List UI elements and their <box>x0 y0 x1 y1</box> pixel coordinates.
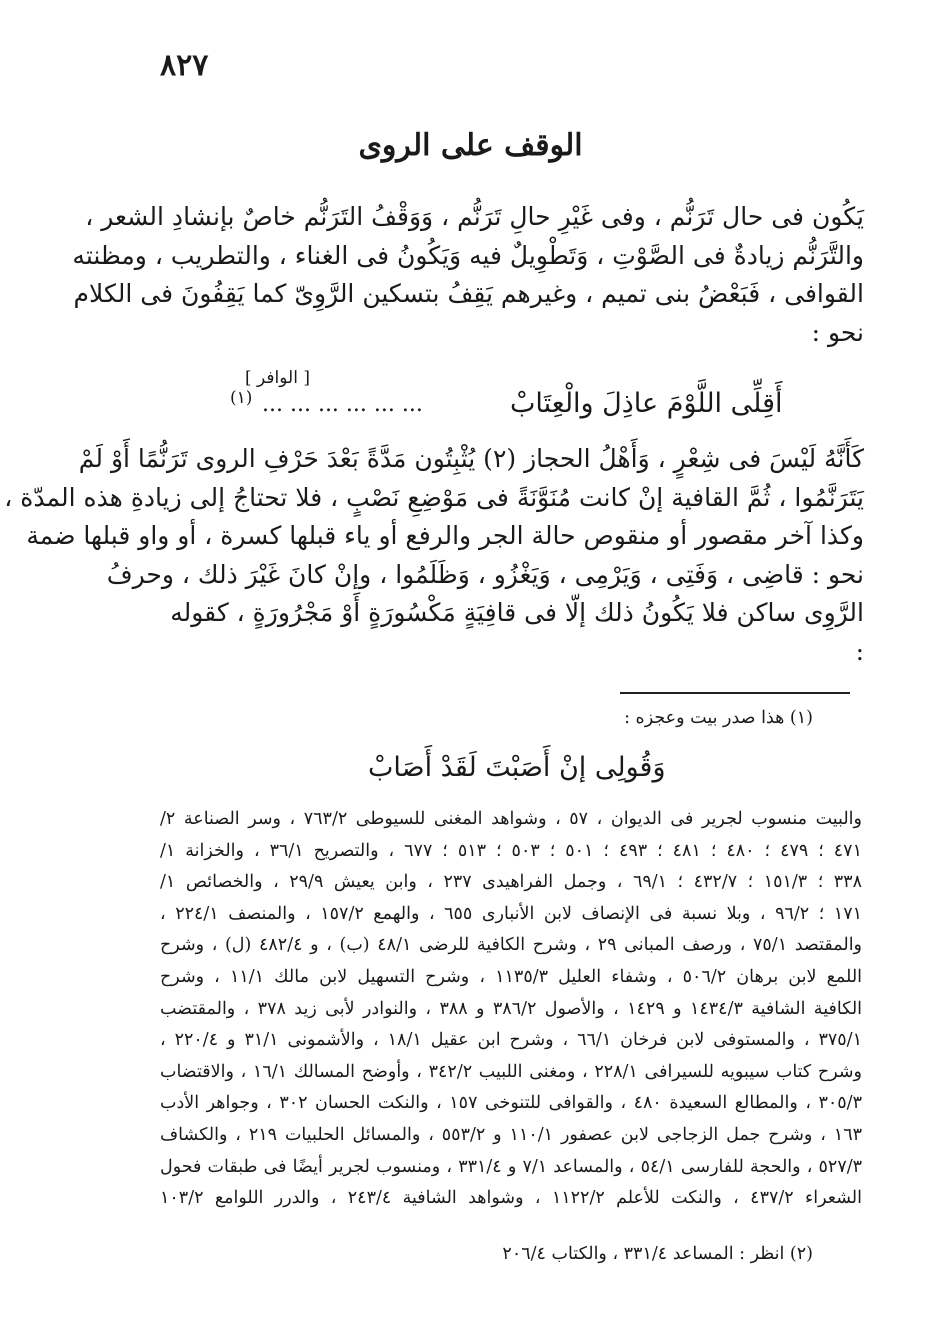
paragraph-line: الرَّوِى ساكن فلا يَكُونُ ذلك إلّا فى قافِيَةٍ مَكْسُورَةٍ أَوْ مَجْرُورَةٍ ، كقوله : <box>170 598 864 666</box>
verse-ellipsis: ... ... ... ... ... ... <box>262 392 423 417</box>
paragraph-1 <box>72 198 864 352</box>
footnote-line: الشعراء ٤٣٧/٢ ، والنكت للأعلم ١١٢٢/٢ ، وشواهد الشافية ٢٤٣/٤ ، والدرر اللوامع ١٠٣/٢ <box>160 1188 862 1209</box>
paragraph-line: كَأَنَّهُ لَيْسَ فى شِعْرٍ ، وَأَهْلُ الحجاز (٢) يُثْبِتُون مَدَّةً بَعْدَ حَرْفِ الروى تَرَنُّمًا أَوْ لَمْ <box>78 444 864 473</box>
paragraph-line: نحو : قاضِى ، وَفَتِى ، وَيَرْمِى ، وَيَغْزُو ، وَظَلَمُوا ، وإنْ كانَ غَيْرَ ذلك ، وحرفُ <box>106 559 864 589</box>
page-number: ٨٢٧ <box>160 48 209 83</box>
verse-hemistich: أَقِلِّى اللَّوْمَ عاذِلَ والْعِتَابْ <box>510 388 783 419</box>
footnote-line: ١٦٣ ، وشرح جمل الزجاجى لابن عصفور ١١٠/١ و ٥٥٣/٢ ، والمسائل الحلبيات ٢١٩ ، والكشاف <box>160 1124 862 1145</box>
footnote-2: (٢) انظر : المساعد ٣٣١/٤ ، والكتاب ٢٠٦/٤ <box>502 1244 813 1264</box>
footnote-line: ٣٧٥/١ ، والمستوفى لابن فرخان ٦٦/١ ، وشرح ابن عقيل ١٨/١ ، والأشمونى ٣١/١ و ٢٢٠/٤ ، <box>160 1030 862 1051</box>
footnote-1-verse: وَقُولِى إنْ أَصَبْتَ لَقَدْ أَصَابْ <box>368 752 666 783</box>
footnote-line: الكافية الشافية ١٤٣٤/٣ و ١٤٢٩ ، والأصول ٣٨٦/٢ و ٣٨٨ ، والنوادر لأبى زيد ٣٧٨ ، والمقتضب <box>160 998 863 1019</box>
footnote-1-head: (١) هذا صدر بيت وعجزه : <box>624 708 813 728</box>
poetic-meter-label: [ الوافر ] <box>245 368 310 388</box>
footnote-line: ٤٧١ ؛ ٤٧٩ ؛ ٤٨٠ ؛ ٤٨١ ؛ ٤٩٣ ؛ ٥٠١ ؛ ٥٠٣ ؛ ٥١٣ ؛ ٦٧٧ ، والتصريح ٣٦/١ ، والخزانة ١/ <box>160 840 862 861</box>
footnote-line: اللمع لابن برهان ٥٠٦/٢ ، وشفاء العليل ١١٣٥/٣ ، وشرح التسهيل لابن مالك ١١/١ ، وشرح <box>160 966 863 987</box>
footnote-line: ٣٣٨ ؛ ١٥١/٣ ؛ ٤٣٢/٧ ؛ ٦٩/١ ، وجمل الفراهيدى ٢٣٧ ، وابن يعيش ٢٩/٩ ، والخصائص ١/ <box>160 872 862 893</box>
footnote-marker: (١) <box>230 388 253 408</box>
footnote-line: ١٧١ ؛ ٩٦/٢ ، وبلا نسبة فى الإنصاف لابن الأنبارى ٦٥٥ ، والهمع ١٥٧/٢ ، والمنصف ٢٢٤/١ ، <box>160 903 862 924</box>
paragraph-line: والتَّرَنُّم زيادةٌ فى الصَّوْتِ ، وَتَطْوِيلٌ فيه وَيَكُونُ فى الغناء ، والتطريب ، ومظنته <box>72 240 864 270</box>
paragraph-line: يَتَرَنَّمُوا ، ثُمَّ القافية إنْ كانت مُنَوَّنَةً فى مَوْضِعِ نَصْبٍ ، فلا تحتاجُ إلى زيادةِ هذه المدّة ، <box>4 482 864 512</box>
paragraph-line: يَكُون فى حال تَرَنُّم ، وفى غَيْرِ حالِ تَرَنُّم ، وَوَقْفُ التَرَنُّم خاصٌ بإنشادِ الشعر ، <box>85 202 864 231</box>
footnote-line: والمقتصد ٧٥/١ ، ورصف المبانى ٢٩ ، وشرح الكافية للرضى ٤٨/١ (ب) ، و ٤٨٢/٤ (ل) ، وشرح <box>160 935 863 956</box>
section-title: الوقف على الروى <box>358 128 583 163</box>
paragraph-line: القوافى ، فَبَعْضُ بنى تميم ، وغيرهم يَقِفُ بتسكين الرَّوِىّ كما يَقِفُونَ فى الكلام <box>73 279 864 308</box>
footnote-1-body <box>160 804 862 1215</box>
paragraph-line: وكذا آخر مقصور أو منقوص حالة الجر والرفع أو ياء قبلها كسرة ، أو واو قبلها ضمة <box>26 521 864 550</box>
paragraph-2 <box>4 440 864 671</box>
paragraph-line: نحو : <box>811 317 864 347</box>
footnote-line: والبيت منسوب لجرير فى الديوان ، ٥٧ ، وشواهد المغنى للسيوطى ٧٦٣/٢ ، وسر الصناعة ٢/ <box>160 809 862 829</box>
footnote-line: ٥٢٧/٣ ، والحجة للفارسى ٥٤/١ ، والمساعد ٧/١ و ٣٣١/٤ ، ومنسوب لجرير أيضًا فى طبقات فحول <box>160 1156 863 1177</box>
footnote-separator <box>620 692 850 694</box>
footnote-line: وشرح كتاب سيبويه للسيرافى ٢٢٨/١ ، ومغنى اللبيب ٣٤٢/٢ ، وأوضح المسالك ١٦/١ ، والاقتضاب <box>160 1061 862 1082</box>
footnote-line: ٣٠٥/٣ ، والمطالع السعيدة ٤٨٠ ، والقوافى للتنوخى ١٥٧ ، والنكت الحسان ٣٠٢ ، وجواهر الأدب <box>160 1093 862 1114</box>
